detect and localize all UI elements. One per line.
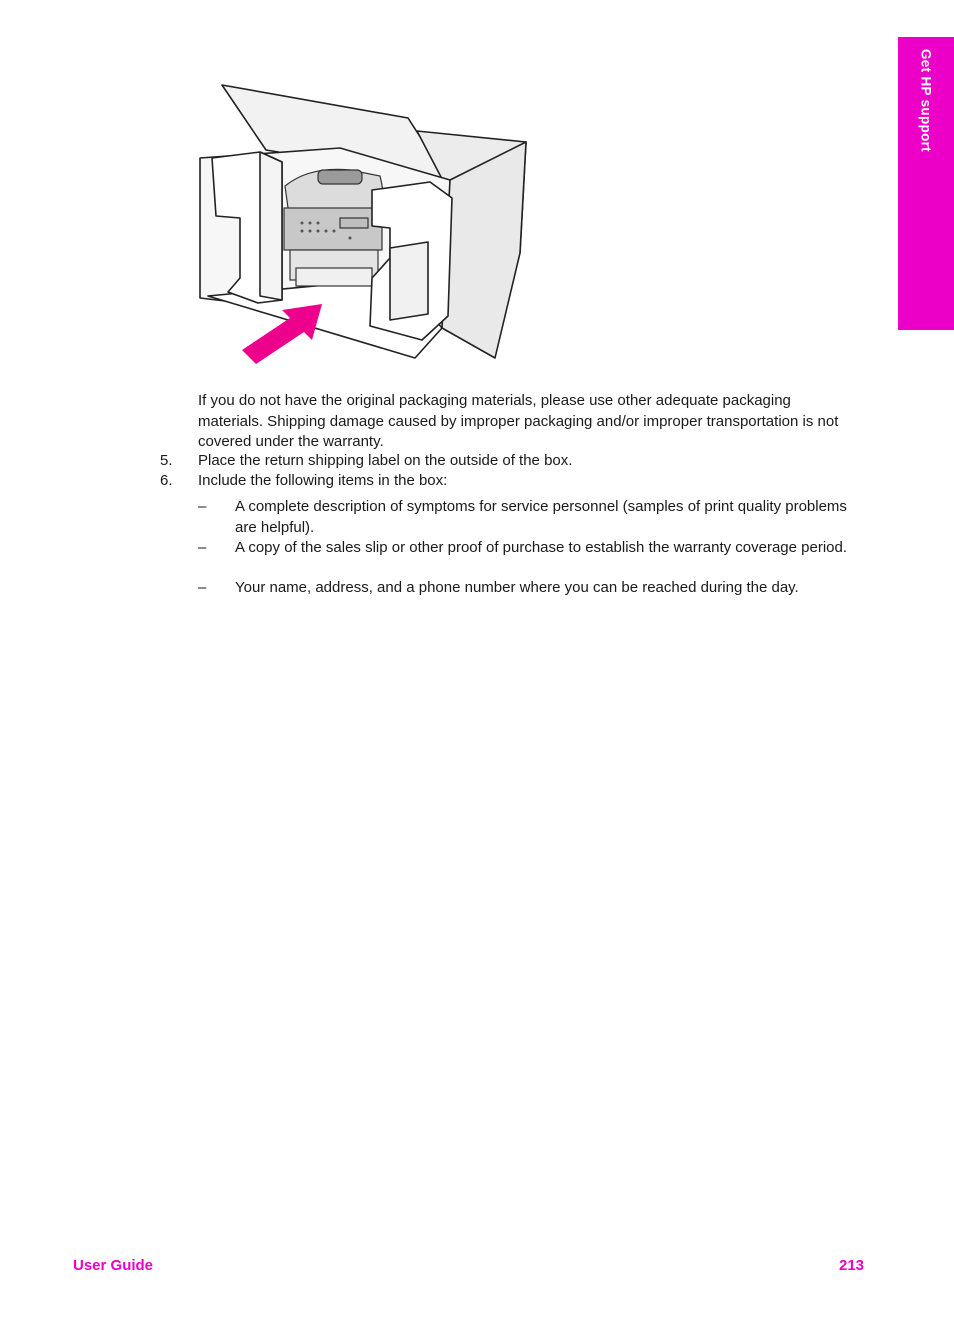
bullet-marker: – [198,539,207,556]
step-text: Place the return shipping label on the outside of the box. [198,452,573,469]
list-item: Your name, address, and a phone number where you can be reached during the day. [235,579,799,596]
bullet-marker: – [198,579,207,596]
step-number: 6. [160,472,173,489]
page-number: 213 [839,1257,865,1274]
step-number: 5. [160,452,173,469]
printer-in-box-illustration [190,78,535,368]
footer-title: User Guide [73,1257,154,1274]
list-item: A copy of the sales slip or other proof of purchase to establish the warranty coverage period. [235,539,848,556]
section-tab-label: Get HP support [918,49,934,152]
bullet-marker: – [198,498,207,515]
intro-paragraph: If you do not have the original packaging materials, please use other adequate packaging materials. Shipping damage caused by improper packaging and/or improper transportation is not covered under the warranty. [198,392,839,450]
list-item: A complete description of symptoms for service personnel (samples of print quality problems are helpful). [235,498,847,536]
step-text: Include the following items in the box: [198,472,448,489]
section-tab [898,37,954,330]
